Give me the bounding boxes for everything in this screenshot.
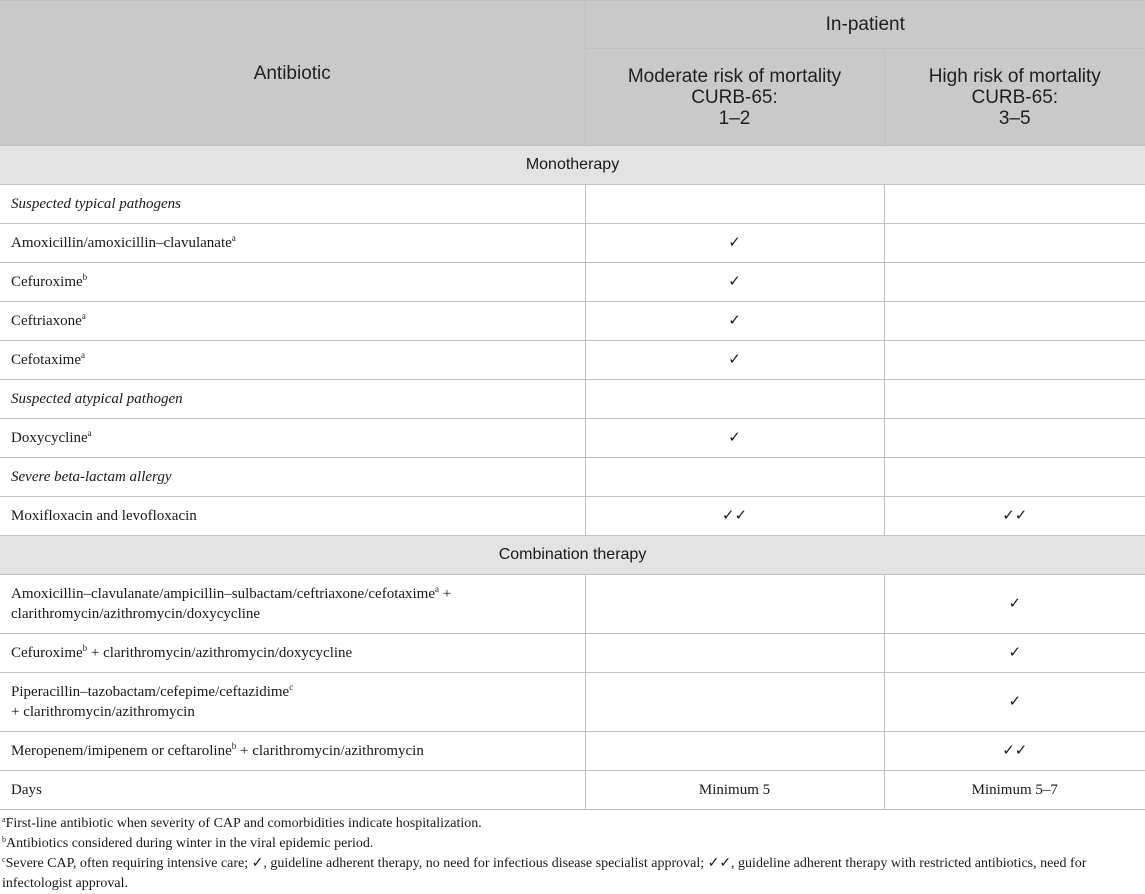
row-label (0, 224, 585, 263)
cell-high: ✓ (884, 634, 1145, 673)
row-label: Days (0, 771, 585, 810)
table-row (0, 458, 1145, 497)
row-label-text: Suspected typical pathogens (11, 196, 181, 212)
table-row (0, 732, 1145, 771)
footnote-mark: c (2, 855, 6, 864)
header-high-line3: 3–5 (998, 107, 1031, 129)
cell-moderate (585, 732, 884, 771)
row-label-text: Suspected atypical pathogen (11, 391, 183, 407)
footnote-a (2, 814, 1133, 834)
footnote-text: Antibiotics considered during winter in the viral epidemic period. (6, 836, 374, 851)
header-high-line1: High risk of mortality (928, 65, 1101, 87)
table-row (0, 497, 1145, 536)
table-row (0, 185, 1145, 224)
cell-moderate (585, 380, 884, 419)
cell-high: ✓ (884, 673, 1145, 732)
footnote-marker: a (81, 311, 86, 321)
footnote-marker: a (435, 584, 440, 594)
footnote-b (2, 834, 1133, 854)
row-label (0, 341, 585, 380)
cell-moderate: ✓ (585, 419, 884, 458)
row-label-text: Meropenem/imipenem or ceftaroline (11, 743, 232, 759)
table-row (0, 380, 1145, 419)
table-row (0, 634, 1145, 673)
row-label (0, 673, 585, 732)
row-label (0, 575, 585, 634)
row-label-text: Severe beta-lactam allergy (11, 469, 172, 485)
cell-moderate: ✓ (585, 263, 884, 302)
row-label-text: Cefotaxime (11, 352, 81, 368)
cell-high: ✓✓ (884, 732, 1145, 771)
row-label (0, 302, 585, 341)
row-label: Moxifloxacin and levofloxacin (0, 497, 585, 536)
table-row (0, 419, 1145, 458)
cell-moderate: ✓✓ (585, 497, 884, 536)
row-label-text: + clarithromycin/azithromycin/doxycycline (87, 645, 353, 661)
footnote-mark: a (2, 815, 6, 824)
table-row (0, 341, 1145, 380)
cell-moderate: Minimum 5 (585, 771, 884, 810)
row-label-text: + (439, 586, 452, 602)
footnote-marker: b (231, 741, 237, 751)
cell-moderate: ✓ (585, 302, 884, 341)
row-label-text: Cefuroxime (11, 274, 83, 290)
row-label-text: clarithromycin/azithromycin/doxycycline (11, 606, 261, 622)
cell-high: ✓ (884, 575, 1145, 634)
table-row (0, 673, 1145, 732)
row-label (0, 380, 585, 419)
header-high-risk (884, 49, 1145, 146)
cell-high: Minimum 5–7 (884, 771, 1145, 810)
cell-moderate (585, 185, 884, 224)
section-monotherapy: Monotherapy (0, 146, 1145, 185)
header-antibiotic: Antibiotic (0, 1, 585, 146)
cell-high (884, 302, 1145, 341)
row-label-text: Cefuroxime (11, 645, 83, 661)
footnote-text: Severe CAP, often requiring intensive care; ✓, guideline adherent therapy, no need for infectious disease specialist approval; ✓✓, guideline adherent therapy with restricted antibiotics, need for infectologist approval. (2, 856, 1087, 891)
cell-high (884, 185, 1145, 224)
cell-high (884, 380, 1145, 419)
footnote-marker: a (80, 350, 85, 360)
cell-high (884, 419, 1145, 458)
footnote-text: First-line antibiotic when severity of CAP and comorbidities indicate hospitalization. (5, 816, 482, 831)
header-in-patient: In-patient (585, 1, 1145, 49)
footnote-marker: b (82, 272, 88, 282)
header-moderate-line1: Moderate risk of mortality (627, 65, 842, 87)
table-row (0, 263, 1145, 302)
row-label (0, 185, 585, 224)
header-high-line2: CURB-65: (971, 86, 1059, 108)
row-label (0, 419, 585, 458)
cell-high (884, 458, 1145, 497)
cell-high (884, 263, 1145, 302)
cell-moderate (585, 673, 884, 732)
row-label-text: + clarithromycin/azithromycin (236, 743, 424, 759)
header-moderate-risk (585, 49, 884, 146)
table-row-days (0, 771, 1145, 810)
footnote-c (2, 854, 1133, 894)
row-label (0, 732, 585, 771)
table-row (0, 575, 1145, 634)
cell-moderate (585, 575, 884, 634)
cell-moderate: ✓ (585, 341, 884, 380)
cell-moderate (585, 458, 884, 497)
cell-moderate: ✓ (585, 224, 884, 263)
footnote-marker: a (87, 428, 92, 438)
row-label-text: Amoxicillin/amoxicillin–clavulanate (11, 235, 232, 251)
header-moderate-line2: CURB-65: (691, 86, 778, 108)
footnote-mark: b (2, 835, 6, 844)
cell-high (884, 224, 1145, 263)
row-label (0, 458, 585, 497)
table-row (0, 302, 1145, 341)
row-label-text: Doxycycline (11, 430, 88, 446)
cell-high (884, 341, 1145, 380)
section-row-combination (0, 536, 1145, 575)
section-combination-therapy: Combination therapy (0, 536, 1145, 575)
table-row (0, 224, 1145, 263)
footnote-marker: a (231, 233, 236, 243)
footnote-marker: b (82, 643, 88, 653)
row-label (0, 634, 585, 673)
footnotes (0, 810, 1145, 894)
row-label-text: Piperacillin–tazobactam/cefepime/ceftazidime (11, 684, 290, 700)
row-label-text: + clarithromycin/azithromycin (11, 704, 195, 720)
row-label-text: Ceftriaxone (11, 313, 82, 329)
row-label-text: Amoxicillin–clavulanate/ampicillin–sulbactam/ceftriaxone/cefotaxime (11, 586, 436, 602)
row-label (0, 263, 585, 302)
cell-moderate (585, 634, 884, 673)
header-moderate-line3: 1–2 (718, 107, 751, 129)
section-row-monotherapy (0, 146, 1145, 185)
footnote-marker: c (289, 682, 294, 692)
cell-high: ✓✓ (884, 497, 1145, 536)
